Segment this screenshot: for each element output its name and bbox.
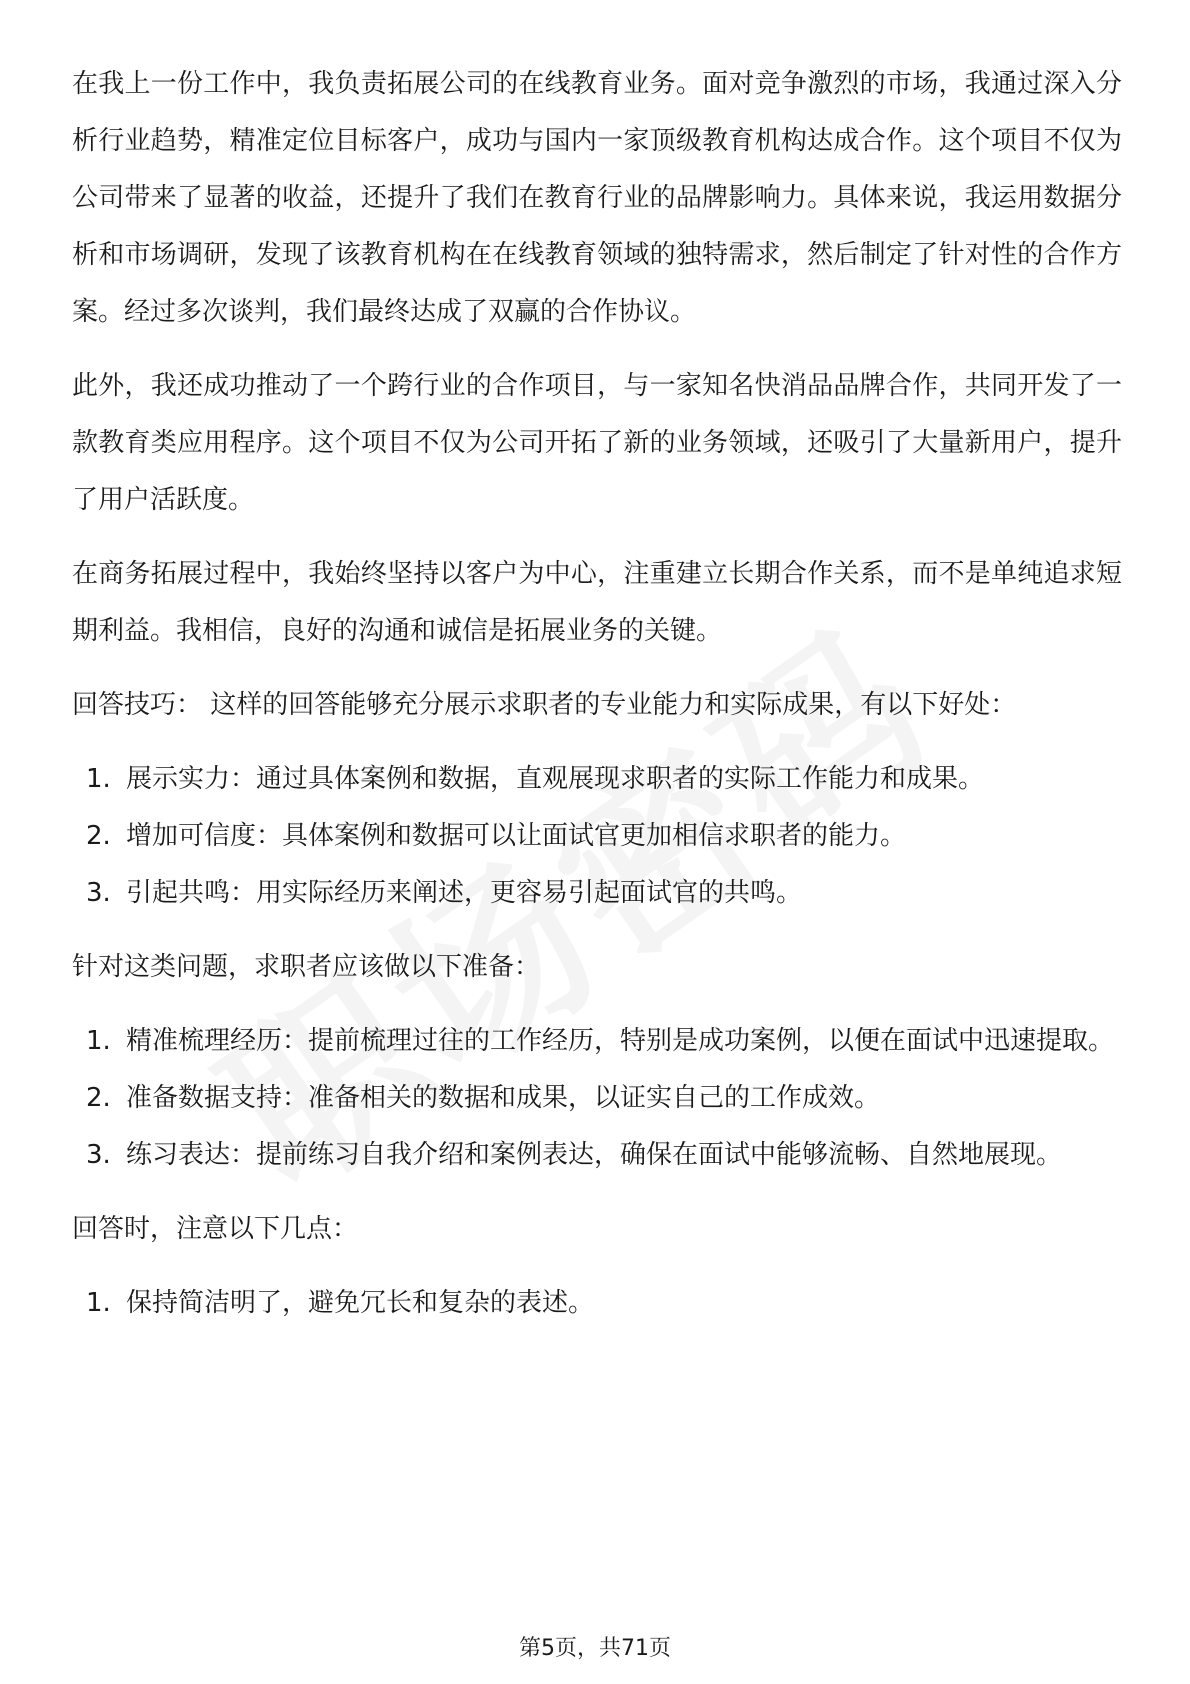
page-content	[72, 56, 1122, 1349]
paragraph-experience: 在我上一份工作中，我负责拓展公司的在线教育业务。面对竞争激烈的市场，我通过深入分析行业趋势，精准定位目标客户，成功与国内一家顶级教育机构达成合作。这个项目不仅为公司带来了显著的收益，还提升了我们在教育行业的品牌影响力。具体来说，我运用数据分析和市场调研，发现了该教育机构在在线教育领域的独特需求，然后制定了针对性的合作方案。经过多次谈判，我们最终达成了双赢的合作协议。	[72, 69, 1122, 327]
paragraph-preparation: 针对这类问题，求职者应该做以下准备：	[72, 952, 541, 982]
list-item	[72, 1275, 1122, 1332]
paragraph-notes: 回答时，注意以下几点：	[72, 1214, 359, 1244]
list-item-text: 练习表达：提前练习自我介绍和案例表达，确保在面试中能够流畅、自然地展现。	[126, 1140, 1063, 1170]
notes-list	[72, 1275, 1122, 1332]
list-item	[72, 865, 1122, 922]
list-item	[72, 1013, 1122, 1070]
paragraph-answer-tips: 回答技巧： 这样的回答能够充分展示求职者的专业能力和实际成果，有以下好处：	[72, 690, 1017, 720]
page-footer: 第5页，共71页	[519, 1636, 671, 1661]
list-item	[72, 808, 1122, 865]
list-number: 1.	[86, 1026, 111, 1056]
list-item	[72, 1127, 1122, 1184]
list-number: 2.	[86, 821, 111, 851]
paragraph-cross-industry: 此外，我还成功推动了一个跨行业的合作项目，与一家知名快消品品牌合作，共同开发了一款教育类应用程序。这个项目不仅为公司开拓了新的业务领域，还吸引了大量新用户，提升了用户活跃度。	[72, 371, 1122, 515]
list-item-text: 展示实力：通过具体案例和数据，直观展现求职者的实际工作能力和成果。	[126, 764, 985, 794]
list-number: 3.	[86, 878, 111, 908]
list-item	[72, 1070, 1122, 1127]
list-number: 3.	[86, 1140, 111, 1170]
list-item-text: 准备数据支持：准备相关的数据和成果，以证实自己的工作成效。	[126, 1083, 881, 1113]
list-item-text: 增加可信度：具体案例和数据可以让面试官更加相信求职者的能力。	[126, 821, 907, 851]
preparation-list	[72, 1013, 1122, 1184]
list-item-text: 引起共鸣：用实际经历来阐述，更容易引起面试官的共鸣。	[126, 878, 803, 908]
list-number: 1.	[86, 764, 111, 794]
benefits-list	[72, 751, 1122, 922]
list-item-text: 精准梳理经历：提前梳理过往的工作经历，特别是成功案例，以便在面试中迅速提取。	[126, 1026, 1115, 1056]
list-number: 1.	[86, 1288, 111, 1318]
list-number: 2.	[86, 1083, 111, 1113]
list-item-text: 保持简洁明了，避免冗长和复杂的表述。	[126, 1288, 595, 1318]
paragraph-customer-focus: 在商务拓展过程中，我始终坚持以客户为中心，注重建立长期合作关系，而不是单纯追求短期利益。我相信，良好的沟通和诚信是拓展业务的关键。	[72, 559, 1122, 646]
list-item	[72, 751, 1122, 808]
